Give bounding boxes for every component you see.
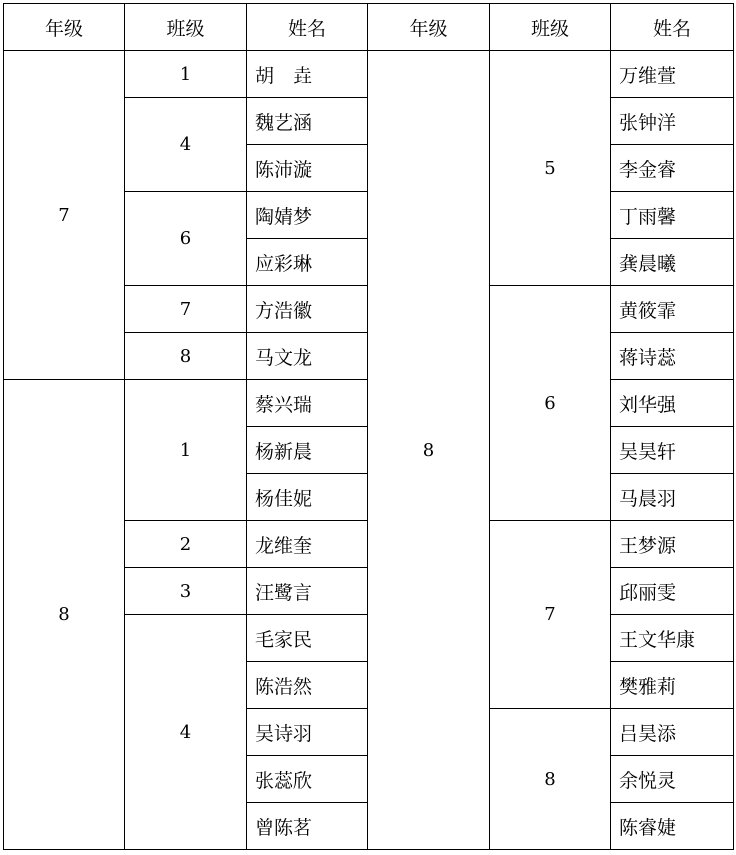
- student-name-cell: 杨佳妮: [247, 474, 368, 521]
- student-name-cell: 吴昊轩: [611, 427, 734, 474]
- class-cell: 3: [125, 568, 247, 615]
- student-name-cell: 樊雅莉: [611, 662, 734, 709]
- student-name-cell: 马晨羽: [611, 474, 734, 521]
- student-name-cell: 王文华康: [611, 615, 734, 662]
- student-name-cell: 陈沛漩: [247, 145, 368, 192]
- class-cell: 4: [125, 98, 247, 192]
- header-class-left: 班级: [125, 4, 247, 51]
- student-name-cell: 龚晨曦: [611, 239, 734, 286]
- header-class-right: 班级: [490, 4, 611, 51]
- class-cell: 7: [125, 286, 247, 333]
- student-name-cell: 蔡兴瑞: [247, 380, 368, 427]
- header-name-left: 姓名: [247, 4, 368, 51]
- student-name-cell: 应彩琳: [247, 239, 368, 286]
- student-name-cell: 黄筱霏: [611, 286, 734, 333]
- student-name-cell: 汪鹭言: [247, 568, 368, 615]
- class-cell: 6: [125, 192, 247, 286]
- class-cell: 7: [490, 521, 611, 709]
- student-name-cell: 杨新晨: [247, 427, 368, 474]
- student-name-cell: 吕昊添: [611, 709, 734, 756]
- student-name-cell: 方浩徽: [247, 286, 368, 333]
- class-cell: 2: [125, 521, 247, 568]
- table-row: [4, 51, 734, 98]
- header-grade-right: 年级: [368, 4, 490, 51]
- class-cell: 4: [125, 615, 247, 850]
- student-name-cell: 王梦源: [611, 521, 734, 568]
- student-name-cell: 邱丽雯: [611, 568, 734, 615]
- header-name-right: 姓名: [611, 4, 734, 51]
- student-roster-table: [3, 3, 734, 850]
- table-header: [4, 4, 734, 51]
- student-name-cell: 张钟洋: [611, 98, 734, 145]
- class-cell: 5: [490, 51, 611, 286]
- class-cell: 1: [125, 51, 247, 98]
- student-name-cell: 毛家民: [247, 615, 368, 662]
- header-grade-left: 年级: [4, 4, 125, 51]
- student-name-cell: 陈睿婕: [611, 803, 734, 850]
- class-cell: 8: [125, 333, 247, 380]
- grade-cell: 8: [368, 51, 490, 850]
- grade-cell: 7: [4, 51, 125, 380]
- student-name-cell: 丁雨馨: [611, 192, 734, 239]
- student-name-cell: 余悦灵: [611, 756, 734, 803]
- student-name-cell: 马文龙: [247, 333, 368, 380]
- class-cell: 6: [490, 286, 611, 521]
- class-cell: 8: [490, 709, 611, 850]
- student-name-cell: 刘华强: [611, 380, 734, 427]
- student-name-cell: 李金睿: [611, 145, 734, 192]
- student-name-cell: 吴诗羽: [247, 709, 368, 756]
- student-name-cell: 陈浩然: [247, 662, 368, 709]
- student-name-cell: 胡 垚: [247, 51, 368, 98]
- header-row: [4, 4, 734, 51]
- student-name-cell: 张蕊欣: [247, 756, 368, 803]
- student-name-cell: 魏艺涵: [247, 98, 368, 145]
- student-name-cell: 曾陈茗: [247, 803, 368, 850]
- class-cell: 1: [125, 380, 247, 521]
- table-body: [4, 51, 734, 850]
- student-name-cell: 陶婧梦: [247, 192, 368, 239]
- student-name-cell: 万维萱: [611, 51, 734, 98]
- grade-cell: 8: [4, 380, 125, 850]
- student-name-cell: 蒋诗蕊: [611, 333, 734, 380]
- student-name-cell: 龙维奎: [247, 521, 368, 568]
